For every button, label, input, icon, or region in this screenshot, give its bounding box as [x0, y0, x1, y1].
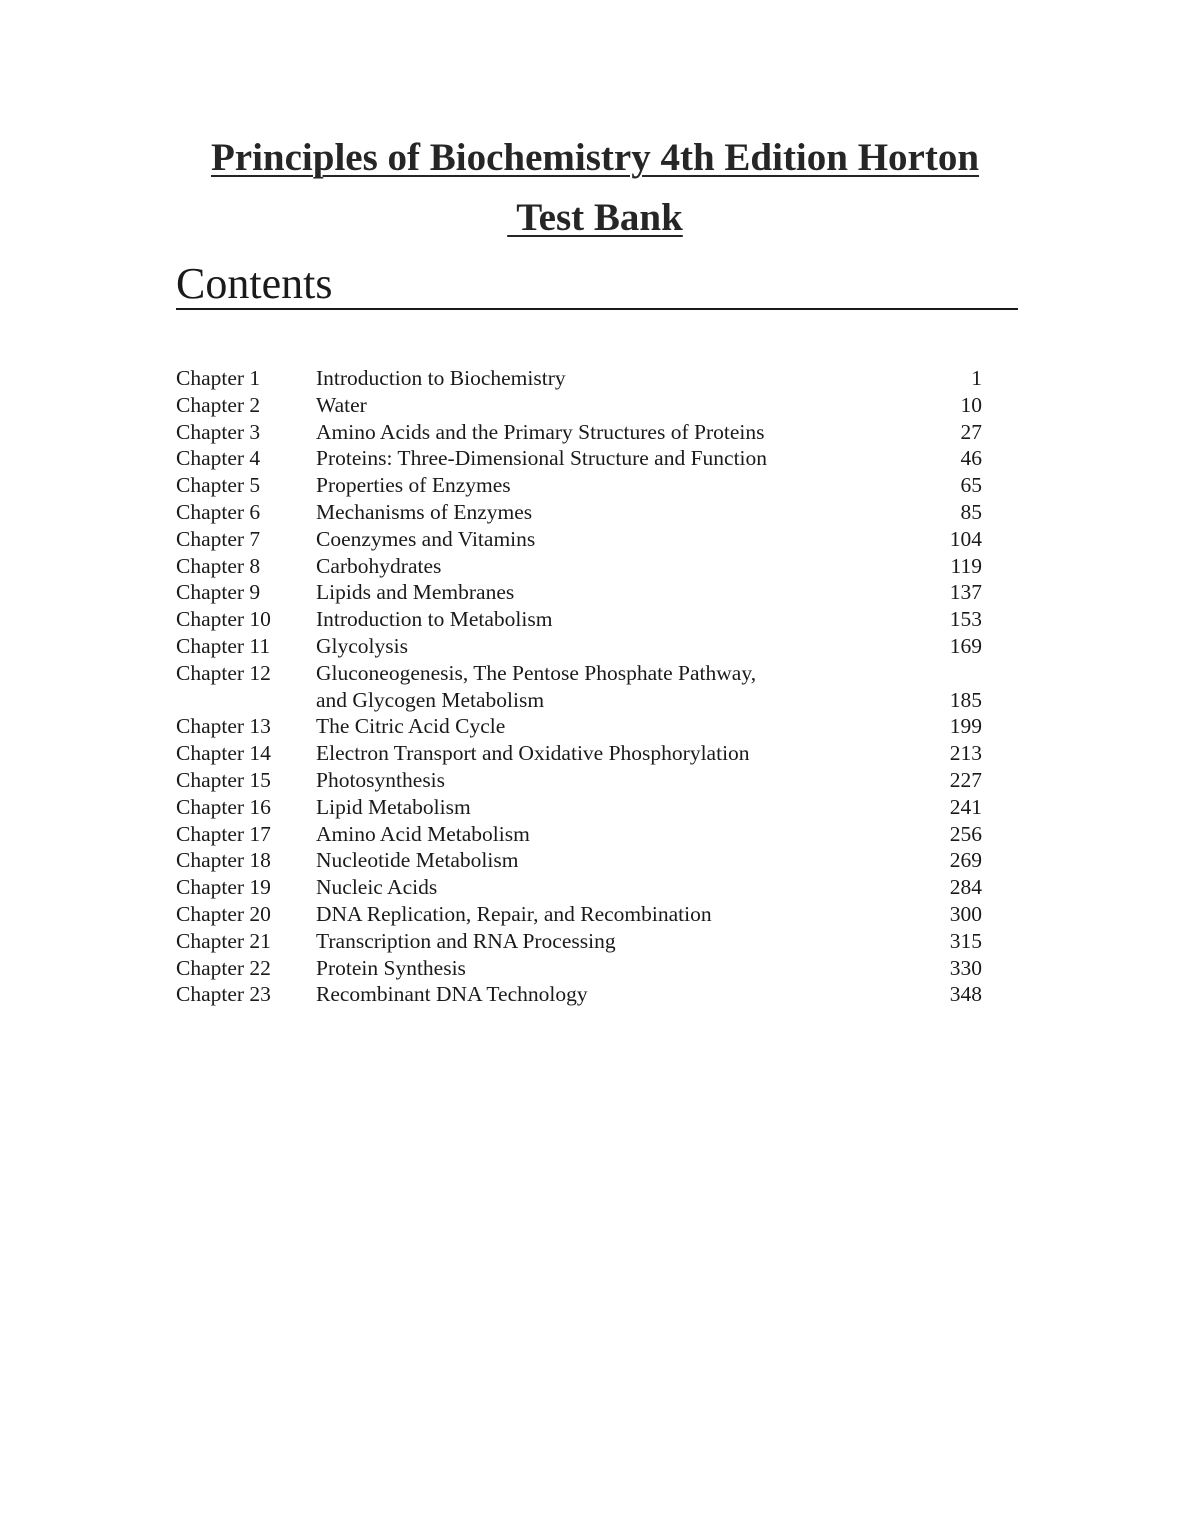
table-of-contents — [176, 365, 982, 1008]
toc-chapter-title: Photosynthesis — [316, 767, 446, 792]
toc-page-number: 284 — [949, 875, 982, 900]
toc-entry — [176, 981, 982, 1008]
toc-entry — [176, 660, 982, 714]
toc-chapter-title: Lipid Metabolism — [316, 794, 471, 819]
toc-chapter-label: Chapter 19 — [176, 875, 271, 900]
toc-entry — [176, 365, 982, 392]
toc-page-number: 27 — [960, 419, 982, 444]
toc-chapter-label: Chapter 22 — [176, 955, 271, 980]
toc-chapter-label: Chapter 13 — [176, 714, 271, 739]
toc-entry — [176, 633, 982, 660]
toc-chapter-title: Lipids and Membranes — [316, 580, 515, 605]
toc-entry — [176, 794, 982, 821]
toc-page-number: 300 — [949, 901, 982, 926]
toc-entry — [176, 874, 982, 901]
toc-chapter-label: Chapter 6 — [176, 499, 261, 524]
toc-chapter-title: The Citric Acid Cycle — [316, 714, 506, 739]
toc-chapter-title: Nucleic Acids — [316, 875, 438, 900]
toc-chapter-title: Mechanisms of Enzymes — [316, 499, 533, 524]
toc-page-number: 227 — [949, 767, 982, 792]
toc-entry — [176, 901, 982, 928]
toc-chapter-label: Chapter 8 — [176, 553, 261, 578]
toc-chapter-label: Chapter 10 — [176, 607, 271, 632]
toc-chapter-label: Chapter 11 — [176, 633, 271, 658]
toc-entry — [176, 955, 982, 982]
toc-chapter-label: Chapter 4 — [176, 446, 261, 471]
toc-chapter-label: Chapter 5 — [176, 473, 261, 498]
toc-chapter-title: Recombinant DNA Technology — [316, 982, 588, 1007]
toc-chapter-label: Chapter 3 — [176, 419, 261, 444]
toc-entry — [176, 579, 982, 606]
toc-chapter-title: Amino Acids and the Primary Structures of Proteins — [316, 419, 765, 444]
toc-page-number: 213 — [949, 741, 982, 766]
toc-chapter-title: Introduction to Biochemistry — [316, 366, 566, 390]
toc-entry — [176, 472, 982, 499]
toc-chapter-title: Coenzymes and Vitamins — [316, 526, 536, 551]
contents-heading: Contents — [176, 258, 1018, 310]
toc-chapter-label: Chapter 17 — [176, 821, 271, 846]
toc-entry — [176, 713, 982, 740]
toc-entry — [176, 445, 982, 472]
title-line-1: Principles of Biochemistry 4th Edition Horton — [210, 136, 980, 179]
toc-chapter-title: Nucleotide Metabolism — [316, 848, 519, 873]
toc-entry — [176, 553, 982, 580]
toc-page-number: 153 — [949, 607, 982, 632]
toc-entry — [176, 499, 982, 526]
toc-entry — [176, 740, 982, 767]
toc-page-number: 185 — [949, 687, 982, 712]
toc-chapter-title: Proteins: Three-Dimensional Structure and Function — [316, 446, 768, 471]
toc-chapter-title: Water — [316, 392, 367, 417]
toc-chapter-title: Glycolysis — [316, 633, 408, 658]
toc-chapter-label: Chapter 23 — [176, 982, 271, 1007]
toc-page-number: 119 — [950, 553, 982, 578]
toc-entry — [176, 928, 982, 955]
toc-chapter-label: Chapter 2 — [176, 392, 261, 417]
toc-entry — [176, 821, 982, 848]
toc-chapter-label: Chapter 14 — [176, 741, 271, 766]
toc-page-number: 199 — [949, 714, 982, 739]
toc-chapter-label: Chapter 9 — [176, 580, 261, 605]
toc-chapter-label: Chapter 18 — [176, 848, 271, 873]
toc-page-number: 256 — [949, 821, 982, 846]
toc-page-number: 269 — [949, 848, 982, 873]
toc-entry — [176, 606, 982, 633]
toc-chapter-label: Chapter 1 — [176, 366, 261, 390]
toc-page-number: 348 — [949, 982, 982, 1007]
toc-page-number: 137 — [949, 580, 982, 605]
toc-entry — [176, 419, 982, 446]
toc-chapter-title: Amino Acid Metabolism — [316, 821, 530, 846]
toc-page-number: 46 — [960, 446, 982, 471]
toc-chapter-title: Protein Synthesis — [316, 955, 466, 980]
toc-chapter-label: Chapter 15 — [176, 767, 271, 792]
toc-page-number: 65 — [960, 473, 982, 498]
toc-page-number: 104 — [949, 526, 982, 551]
title-line-2: Test Bank — [507, 196, 683, 239]
toc-chapter-label: Chapter 21 — [176, 928, 271, 953]
toc-chapter-title: DNA Replication, Repair, and Recombination — [316, 901, 712, 926]
toc-chapter-label: Chapter 7 — [176, 526, 261, 551]
document-title — [100, 128, 1090, 248]
toc-page-number: 10 — [960, 392, 982, 417]
toc-chapter-label: Chapter 16 — [176, 794, 271, 819]
toc-chapter-title: Carbohydrates — [316, 553, 442, 578]
toc-entry — [176, 526, 982, 553]
toc-page-number: 241 — [949, 794, 982, 819]
toc-page-number: 330 — [949, 955, 982, 980]
toc-chapter-label: Chapter 12 — [176, 660, 271, 685]
toc-entry — [176, 392, 982, 419]
toc-chapter-title: Electron Transport and Oxidative Phosphorylation — [316, 741, 750, 766]
toc-chapter-title: Properties of Enzymes — [316, 473, 511, 498]
toc-chapter-title: Gluconeogenesis, The Pentose Phosphate Pathway, and Glycogen Metabolism — [316, 660, 757, 712]
toc-entry — [176, 847, 982, 874]
toc-chapter-label: Chapter 20 — [176, 901, 271, 926]
toc-page-number: 315 — [949, 928, 982, 953]
toc-chapter-title: Introduction to Metabolism — [316, 607, 553, 632]
toc-entry — [176, 767, 982, 794]
toc-chapter-title: Transcription and RNA Processing — [316, 928, 616, 953]
toc-page-number: 169 — [949, 633, 982, 658]
toc-page-number: 85 — [960, 499, 982, 524]
toc-page-number: 1 — [971, 366, 982, 390]
